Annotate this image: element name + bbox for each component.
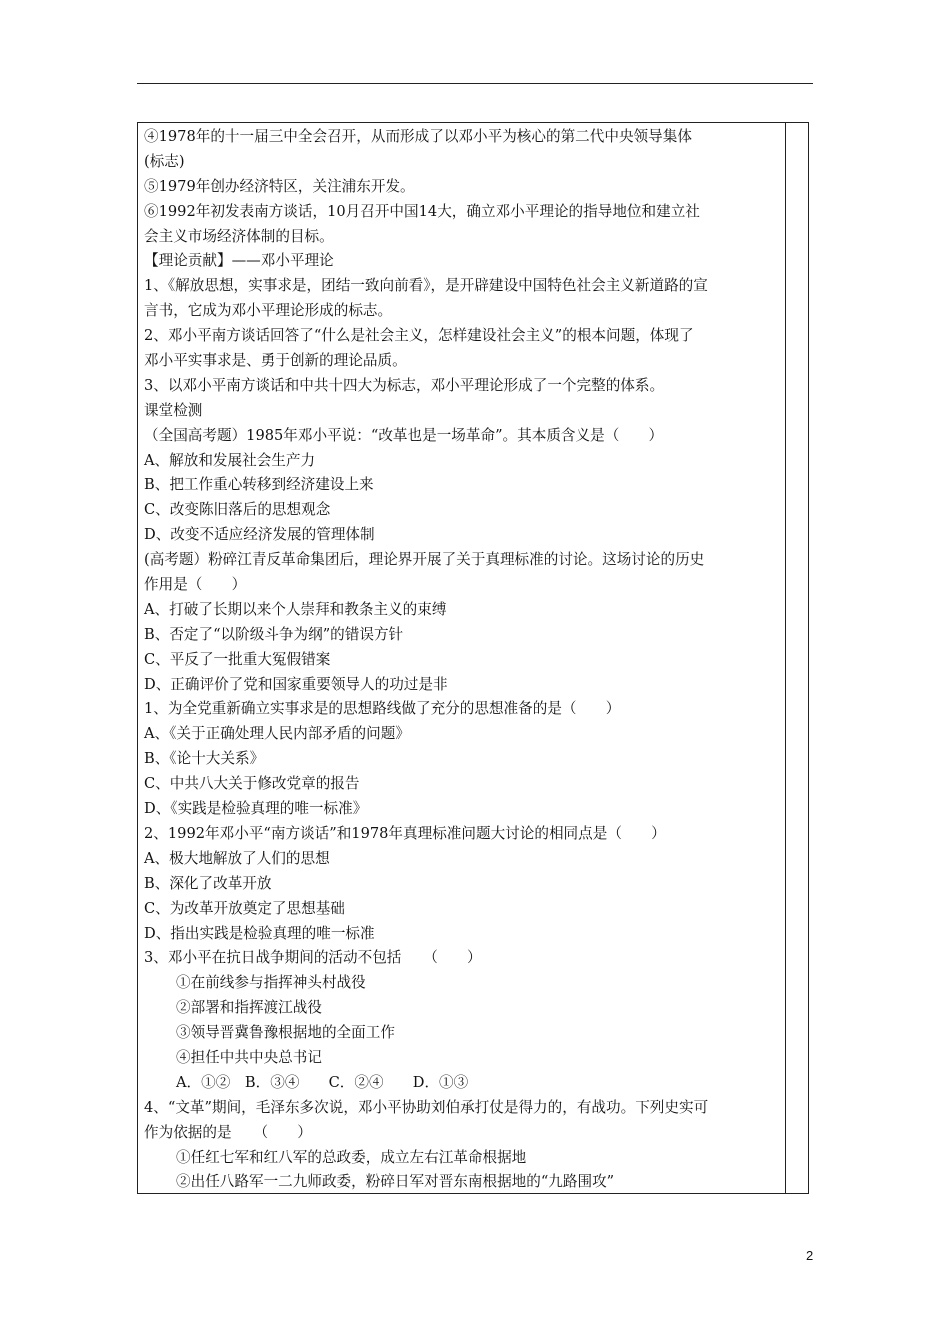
text-line: C、平反了一批重大冤假错案 xyxy=(144,650,331,668)
text-line: B、把工作重心转移到经济建设上来 xyxy=(144,476,374,494)
text-line: 3、以邓小平南方谈话和中共十四大为标志，邓小平理论形成了一个完整的体系。 xyxy=(144,376,665,394)
page-number: 2 xyxy=(806,1248,814,1263)
text-line: 作用是（ ） xyxy=(144,576,247,594)
text-line: 1、《解放思想，实事求是，团结一致向前看》，是开辟建设中国特色社会主义新道路的宣 xyxy=(144,277,708,295)
text-line: 作为依据的是 （ ） xyxy=(144,1123,312,1141)
text-line: 1、为全党重新确立实事求是的思想路线做了充分的思想准备的是（ ） xyxy=(144,700,621,718)
text-line: D、指出实践是检验真理的唯一标准 xyxy=(144,924,375,942)
text-line: ⑥1992年初发表南方谈话，10月召开中国14大，确立邓小平理论的指导地位和建立社 xyxy=(144,202,700,220)
text-line: C、中共八大关于修改党章的报告 xyxy=(144,775,360,793)
text-line: 2、邓小平南方谈话回答了“什么是社会主义，怎样建设社会主义”的根本问题，体现了 xyxy=(144,327,694,345)
text-line: D、《实践是检验真理的唯一标准》 xyxy=(144,800,368,818)
text-line: 邓小平实事求是、勇于创新的理论品质。 xyxy=(144,352,407,370)
text-line: 课堂检测 xyxy=(144,401,203,419)
text-line: ②出任八路军一二九师政委，粉碎日军对晋东南根据地的“九路围攻” xyxy=(176,1173,615,1191)
text-line: C、改变陈旧落后的思想观念 xyxy=(144,501,331,519)
text-line: B、否定了“以阶级斗争为纲”的错误方针 xyxy=(144,625,404,643)
text-line: ②部署和指挥渡江战役 xyxy=(176,999,322,1017)
text-line: A、极大地解放了人们的思想 xyxy=(144,849,330,867)
text-line: ①在前线参与指挥神头村战役 xyxy=(176,974,366,992)
text-line: （全国高考题）1985年邓小平说：“改革也是一场革命”。其本质含义是（ ） xyxy=(144,426,664,444)
text-line: ①任红七军和红八军的总政委，成立左右江革命根据地 xyxy=(176,1148,527,1166)
text-line: A、打破了长期以来个人崇拜和教条主义的束缚 xyxy=(144,600,447,618)
text-line: D、正确评价了党和国家重要领导人的功过是非 xyxy=(144,675,448,693)
text-line: 【理论贡献】——邓小平理论 xyxy=(144,252,334,270)
text-line: B、《论十大关系》 xyxy=(144,750,265,768)
text-line: D、改变不适应经济发展的管理体制 xyxy=(144,526,375,544)
text-line: ④1978年的十一届三中全会召开，从而形成了以邓小平为核心的第二代中央领导集体 xyxy=(144,128,692,145)
text-line: A．①② B．③④ C．②④ D．①③ xyxy=(176,1073,469,1091)
text-line: ③领导晋冀鲁豫根据地的全面工作 xyxy=(176,1024,395,1042)
text-line: (高考题）粉碎江青反革命集团后，理论界开展了关于真理标准的讨论。这场讨论的历史 xyxy=(144,551,705,569)
text-line: 3、邓小平在抗日战争期间的活动不包括 （ ） xyxy=(144,949,482,967)
text-line: ⑤1979年创办经济特区，关注浦东开发。 xyxy=(144,177,415,195)
text-line: ④担任中共中央总书记 xyxy=(176,1048,322,1066)
text-line: A、《关于正确处理人民内部矛盾的问题》 xyxy=(144,725,410,743)
text-line: 2、1992年邓小平“南方谈话”和1978年真理标准问题大讨论的相同点是（ ） xyxy=(144,824,666,842)
text-line: 言书，它成为邓小平理论形成的标志。 xyxy=(144,302,393,320)
text-line: B、深化了改革开放 xyxy=(144,874,272,892)
text-line: 会主义市场经济体制的目标。 xyxy=(144,227,334,245)
text-line: A、解放和发展社会生产力 xyxy=(144,451,316,469)
text-line: C、为改革开放奠定了思想基础 xyxy=(144,899,345,917)
text-line: (标志) xyxy=(144,152,185,170)
header-rule xyxy=(137,83,813,84)
content-cell xyxy=(144,125,780,1195)
text-line: 4、“文革”期间，毛泽东多次说，邓小平协助刘伯承打仗是得力的，有战功。下列史实可 xyxy=(144,1098,709,1116)
side-column-divider xyxy=(785,122,786,1194)
